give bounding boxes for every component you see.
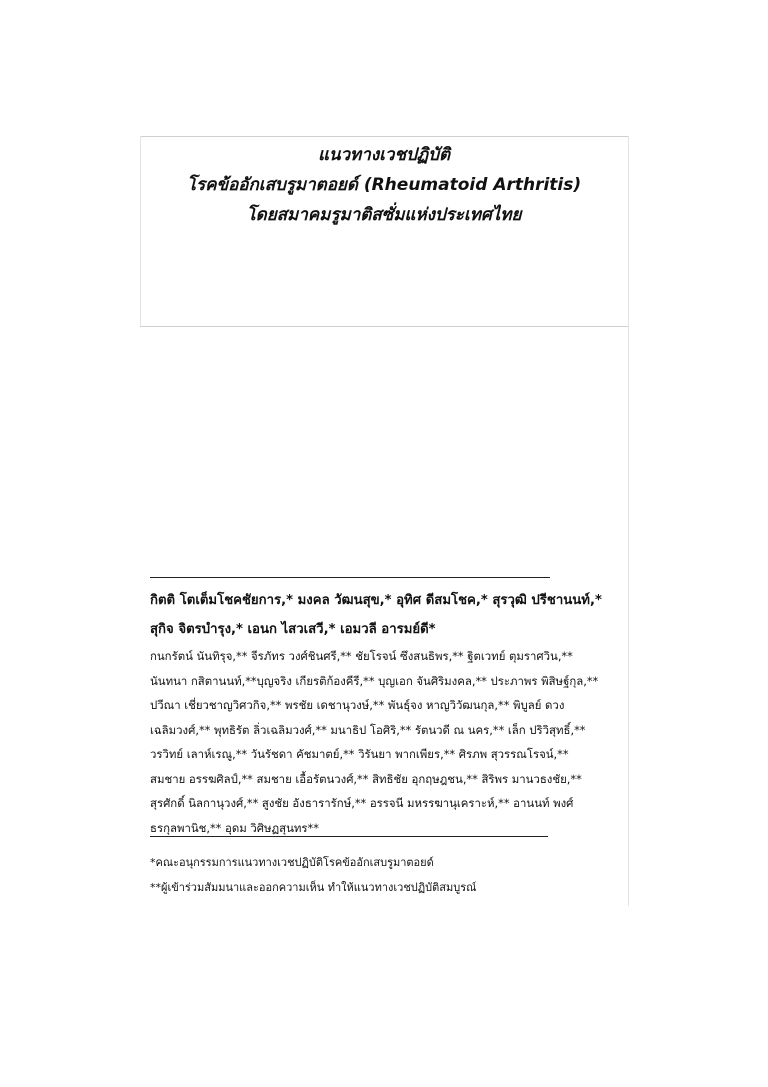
contributors-line: ธรกุลพานิช,** อุดม วิศิษฏสุนทร** (150, 820, 319, 835)
title-block (140, 140, 628, 230)
contributors-line: วรวิทย์ เลาห์เรณู,** วันรัชดา คัชมาตย์,** วิรันยา พากเพียร,** ศิรภพ สุวรรณโรจน์,** (150, 747, 569, 761)
contributors-line: สุรศักดิ์ นิลกานุวงศ์,** สูงชัย อังธารารักษ์,** อรรจนี มหรรฆานุเคราะห์,** อานนท์ พงศ์ (150, 796, 574, 810)
authors-separator (150, 577, 550, 578)
title-line-1: แนวทางเวชปฏิบัติ (317, 145, 451, 165)
footnote-participants: **ผู้เข้าร่วมสัมมนาและออกความเห็น ทำให้แนวทางเวชปฏิบัติสมบูรณ์ (150, 881, 477, 894)
title-line-3: โดยสมาคมรูมาติสซั่มแห่งประเทศไทย (246, 205, 522, 225)
right-rule (628, 136, 629, 906)
lead-authors-line: สุกิจ จิตรบำรุง,* เอนก ไสวเสวี,* เอมวลี อารมย์ดี* (150, 622, 436, 637)
contributors-line: ปวีณา เชี่ยวชาญวิศวกิจ,** พรชัย เดชานุวงษ์,** พันธุ์จง หาญวิวัฒนกุล,** พิบูลย์ ดวง (150, 698, 565, 712)
footnote-separator (150, 836, 548, 837)
contributors-line: กนกรัตน์ นันทิรุจ,** จีรภัทร วงศ์ชินศรี,** ชัยโรจน์ ซึงสนธิพร,** ฐิตเวทย์ ตุมราศวิน,** (150, 649, 573, 663)
footnotes-block (150, 850, 628, 900)
lead-authors-line: กิตติ โตเต็มโชคชัยการ,* มงคล วัฒนสุข,* อุทิศ ดีสมโชค,* สุรวุฒิ ปรีชานนท์,* (150, 593, 602, 608)
header-bottom-rule (140, 326, 628, 327)
contributors-line: เฉลิมวงศ์,** พุทธิรัต ลิ่วเฉลิมวงศ์,** มนาธิป โอศิริ,** รัตนวดี ณ นคร,** เล็ก ปริวิสุทธิ์,** (150, 722, 586, 737)
contributors-line: สมชาย อรรฆศิลป์,** สมชาย เอื้อรัตนวงศ์,** สิทธิชัย อุกฤษฎชน,** สิริพร มานวธงชัย,** (150, 771, 582, 786)
footnote-committee: *คณะอนุกรรมการแนวทางเวชปฏิบัติโรคข้ออักเสบรูมาตอยด์ (150, 856, 434, 869)
top-rule (140, 136, 628, 137)
title-line-2: โรคข้ออักเสบรูมาตอยด์ (Rheumatoid Arthritis) (186, 175, 582, 195)
contributors-line: นันทนา กสิตานนท์,**บุญจริง เกียรติก้องคีรี,** บุญเอก จันศิริมงคล,** ประภาพร พิสิษฐ์กุล,** (150, 673, 599, 688)
authors-block (150, 586, 628, 840)
